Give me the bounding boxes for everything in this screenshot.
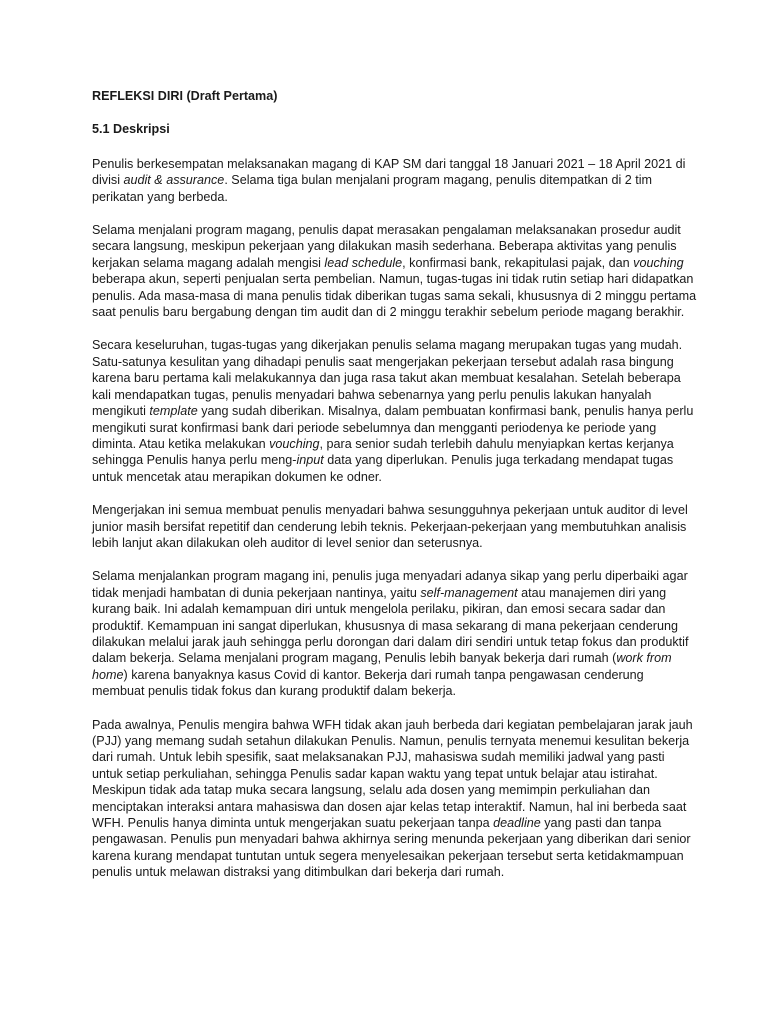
paragraph	[92, 568, 698, 699]
section-heading: 5.1 Deskripsi	[92, 122, 170, 137]
document-title: REFLEKSI DIRI (Draft Pertama)	[92, 89, 278, 103]
text-run: Secara keseluruhan, tugas-tugas yang dikerjakan penulis selama magang merupakan tugas yang mudah. Satu-satunya kesulitan yang dihadapi penulis saat mengerjakan pekerjaan tersebut adalah rasa bingung karena baru pertama kali melakukannya dan juga rasa takut akan membuat kesalahan. Setelah beberapa kali mendapatkan tugas, penulis menyadari bahwa sebenarnya yang perlu penulis lakukan hanyalah mengikuti	[92, 338, 683, 419]
text-run: yang pasti dan tanpa pengawasan. Penulis pun menyadari bahwa akhirnya sering menunda pekerjaan yang diberikan dari senior karena kurang mendapat tuntutan untuk segera menyelesaikan pekerjaan tersebut serta ketidakmampuan penulis untuk melawan distraksi yang ditimbulkan dari bekerja dari rumah.	[92, 816, 691, 880]
text-run: Mengerjakan ini semua membuat penulis menyadari bahwa sesungguhnya pekerjaan untuk auditor di level junior masih bersifat repetitif dan cenderung lebih teknis. Pekerjaan-pekerjaan yang membutuhkan analisis lebih lanjut akan dilakukan oleh auditor di level senior dan seterusnya.	[92, 503, 688, 550]
paragraph	[92, 222, 698, 320]
text-run: beberapa akun, seperti penjualan serta pembelian. Namun, tugas-tugas ini tidak rutin setiap hari didapatkan penulis. Ada masa-masa di mana penulis tidak diberikan tugas sama sekali, khususnya di 2 minggu pertama saat penulis baru bergabung dengan tim audit dan di 2 minggu terakhir sebelum periode magang berakhir.	[92, 272, 697, 320]
paragraph	[92, 717, 698, 881]
italic-term: work from home	[92, 651, 672, 682]
italic-term: deadline	[493, 816, 541, 831]
text-run: , konfirmasi bank, rekapitulasi pajak, dan	[402, 255, 634, 270]
italic-term: vouching	[633, 255, 684, 270]
paragraph	[92, 337, 698, 485]
italic-term: audit & assurance	[123, 173, 225, 188]
paragraph	[92, 502, 698, 551]
text-run: Selama menjalankan program magang ini, penulis juga menyadari adanya sikap yang perlu diperbaiki agar tidak menjadi hambatan di dunia pekerjaan nantinya, yaitu	[92, 569, 688, 600]
italic-term: self-management	[420, 585, 518, 600]
text-run: data yang diperlukan. Penulis juga terkadang mendapat tugas untuk mencetak atau merapikan dokumen ke odner.	[92, 453, 674, 484]
document-body	[92, 156, 698, 881]
italic-term: template	[149, 404, 198, 419]
text-run: yang sudah diberikan. Misalnya, dalam pembuatan konfirmasi bank, penulis hanya perlu mengikuti surat konfirmasi bank dari periode sebelumnya dan mengganti periodenya ke periode yang diminta. Atau ketika melakukan	[92, 404, 694, 451]
text-run: atau manajemen diri yang kurang baik. Ini adalah kemampuan diri untuk mengelola perilaku, pikiran, dan emosi secara sadar dan produktif. Kemampuan ini sangat diperlukan, khususnya di masa sekarang di mana pekerjaan cenderung dilakukan melalui jarak jauh sehingga perlu dorongan dari dalam diri sendiri untuk tetap fokus dan produktif dalam bekerja. Selama menjalani program magang, Penulis lebih banyak bekerja dari rumah (	[92, 585, 689, 666]
italic-term: input	[296, 453, 324, 468]
text-run: , para senior sudah terlebih dahulu menyiapkan kertas kerjanya sehingga Penulis hanya perlu meng-	[92, 436, 674, 468]
text-run: Pada awalnya, Penulis mengira bahwa WFH tidak akan jauh berbeda dari kegiatan pembelajaran jarak jauh (PJJ) yang memang sudah setahun dilakukan Penulis. Namun, penulis ternyata menemui kesulitan bekerja dari rumah. Untuk lebih spesifik, saat melaksanakan PJJ, mahasiswa sudah memiliki jadwal yang pasti untuk setiap perkuliahan, sehingga Penulis sadar kapan waktu yang tepat untuk belajar atau istirahat. Meskipun tidak ada tatap muka secara langsung, selalu ada dosen yang memimpin perkuliahan dan menciptakan interaksi antara mahasiswa dan dosen ajar kelas tetap interaktif. Namun, hal ini berbeda saat WFH. Penulis hanya diminta untuk mengerjakan suatu pekerjaan tanpa	[92, 717, 693, 831]
text-run: Penulis berkesempatan melaksanakan magang di KAP SM dari tanggal 18 Januari 2021 – 18 April 2021 di divisi	[92, 156, 686, 188]
italic-term: vouching	[269, 436, 320, 451]
text-run: ) karena banyaknya kasus Covid di kantor. Bekerja dari rumah tanpa pengawasan cenderung membuat penulis tidak fokus dan kurang produktif dalam bekerja.	[92, 667, 644, 699]
text-run: . Selama tiga bulan menjalani program magang, penulis ditempatkan di 2 tim perikatan yang berbeda.	[92, 173, 653, 204]
paragraph	[92, 156, 698, 205]
text-run: Selama menjalani program magang, penulis dapat merasakan pengalaman melaksanakan prosedur audit secara langsung, meskipun pekerjaan yang dilakukan masih sederhana. Beberapa aktivitas yang penulis kerjakan selama magang adalah mengisi	[92, 223, 681, 270]
italic-term: lead schedule	[324, 255, 403, 270]
